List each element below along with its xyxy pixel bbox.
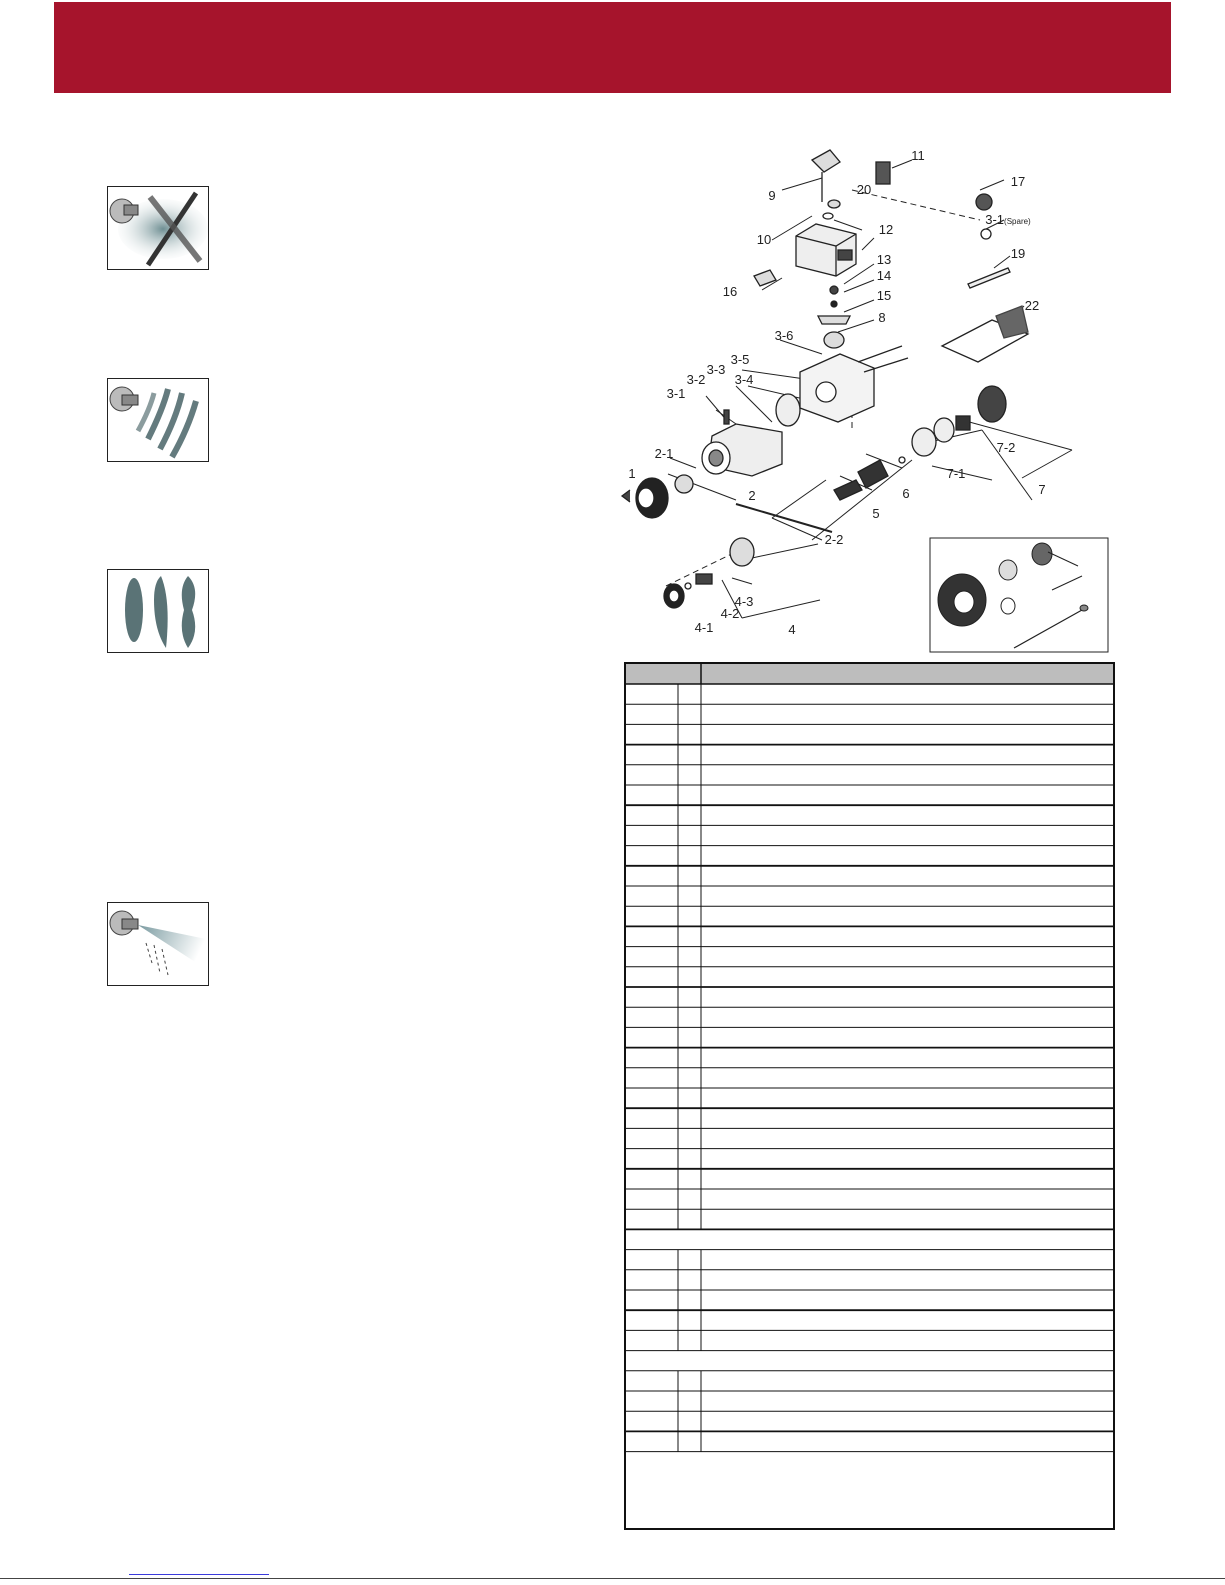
- label-7: 7: [1038, 482, 1046, 497]
- label-7-2: 7-2: [996, 440, 1016, 455]
- label-22: 22: [1024, 298, 1040, 313]
- label-4-3: 4-3: [734, 594, 754, 609]
- label-3-2: 3-2: [686, 372, 706, 387]
- label-12: 12: [878, 222, 894, 237]
- label-19: 19: [1010, 246, 1026, 261]
- label-3-6: 3-6: [774, 328, 794, 343]
- label-3-4: 3-4: [734, 372, 754, 387]
- label-2-1: 2-1: [654, 446, 674, 461]
- footer-rule: [0, 1578, 1225, 1579]
- label-11: 11: [911, 148, 925, 163]
- label-5: 5: [872, 506, 880, 521]
- inset-box: [930, 538, 1108, 652]
- label-17: 17: [1010, 174, 1026, 189]
- label-6: 6: [902, 486, 910, 501]
- label-3-3: 3-3: [706, 362, 726, 377]
- label-15: 15: [876, 288, 892, 303]
- label-10: 10: [756, 232, 772, 247]
- label-3-1-spare: 3-1(Spare): [985, 212, 1031, 227]
- thumbnail-spray-spatter: [107, 902, 209, 986]
- label-3-5: 3-5: [730, 352, 750, 367]
- parts-table-grid: [626, 664, 1113, 1528]
- thumbnail-spray-crossed-out: [107, 186, 209, 270]
- label-8: 8: [878, 310, 886, 325]
- label-3-1: 3-1: [666, 386, 686, 401]
- label-2-2: 2-2: [824, 532, 844, 547]
- label-2: 2: [748, 488, 756, 503]
- exploded-parts-diagram: [612, 140, 1112, 660]
- parts-table: [624, 662, 1115, 1530]
- footer-link-underline[interactable]: [129, 1574, 269, 1575]
- label-14: 14: [876, 268, 892, 283]
- label-4-1: 4-1: [694, 620, 714, 635]
- label-4-2: 4-2: [720, 606, 740, 621]
- label-7-1: 7-1: [946, 466, 966, 481]
- thumbnail-spray-pattern-shapes: [107, 569, 209, 653]
- thumbnail-spray-wave-pattern: [107, 378, 209, 462]
- label-16: 16: [722, 284, 738, 299]
- label-13: 13: [876, 252, 892, 267]
- label-4: 4: [788, 622, 796, 637]
- label-9: 9: [768, 188, 776, 203]
- label-20: 20: [856, 182, 872, 197]
- header-band: [54, 2, 1171, 93]
- label-1: 1: [628, 466, 636, 481]
